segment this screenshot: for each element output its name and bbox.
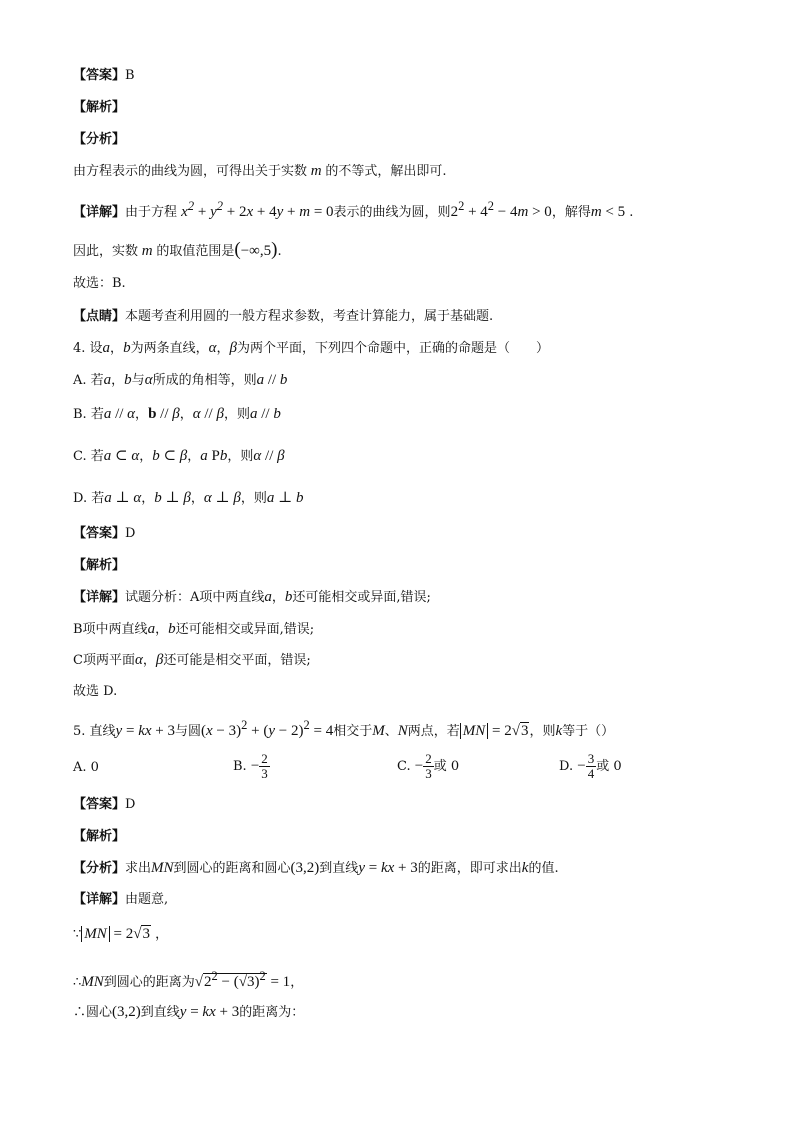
q3-answer-line [73,66,135,86]
q4-choose: 故选 D. [73,684,118,699]
q4-option-d: D. 若a ⊥ α，b ⊥ β，α ⊥ β，则a ⊥ b [73,490,304,506]
q5-therefore-1: ∴MN到圆心的距离为$√2^2 - (√3)^2 = 1$， [73,969,304,990]
q4-detail-2: B项中两直线a，b还可能相交或异面,错误; [73,621,315,637]
q3-jiexi-tag: 【解析】 [73,100,126,115]
q5-option-a: A. 0 [73,760,99,775]
q5-stem: 5. 直线y = kx + 3与圆$(x - 3)^2 + (y - 2)^2 = 4$相交于M、N两点，若 MN = 2√3，则k等于（） [73,718,615,739]
q5-option-d: D. − $\frac{3}{4}$ 或 0 [559,751,622,781]
answer-tag: 【答案】 [73,68,126,83]
q5-jiexi-tag: 【解析】 [73,829,126,844]
q5-because-line: ∵ MN = 2√3 ， [73,926,169,942]
q4-detail-1: 【详解】试题分析：A项中两直线a，b还可能相交或异面,错误; [73,589,431,605]
q4-answer-line: 【答案】D [73,526,136,541]
q5-therefore-2: ∴圆心(3,2)到直线y = kx + 3的距离为： [73,1004,305,1020]
q3-range-line: 因此，实数 m 的取值范围是(−∞,5). [73,239,282,260]
q3-choose: 故选：B. [73,276,126,291]
q5-option-b: B. − $\frac{2}{3}$ [233,751,268,781]
q5-answer-line: 【答案】D [73,797,136,812]
q4-option-b: B. 若a // α，b // β，α // β，则a // b [73,406,281,422]
q4-stem: 4. 设a，b为两条直线，α，β为两个平面，下列四个命题中，正确的命题是（ ） [73,340,549,356]
q5-option-c: C. − $\frac{2}{3}$ 或 0 [397,751,460,781]
answer-value: B [125,68,135,83]
q5-fenxi-line: 【分析】求出MN到圆心的距离和圆心(3,2)到直线y = kx + 3的距离，即可求出k的值. [73,860,559,876]
q3-detail-line: 【详解】由于方程 $x^2 + y^2 + 2x + 4y + m = 0$表示的曲线为圆，则$2^2 + 4^2 - 4m > 0$，解得m < 5 . [73,199,634,220]
q4-option-c: C. 若a ⊂ α，b ⊂ β，a Pb，则α // β [73,448,285,464]
q3-dianjing-line: 【点睛】本题考查利用圆的一般方程求参数，考查计算能力，属于基础题. [73,309,494,324]
q3-fenxi-text: 由方程表示的曲线为圆，可得出关于实数 m 的不等式，解出即可. [73,163,447,179]
q3-fenxi-tag: 【分析】 [73,132,126,147]
q4-detail-3: C项两平面α，β还可能是相交平面，错误; [73,652,311,668]
q4-option-a: A. 若a，b与α所成的角相等，则a // b [73,372,288,388]
q5-detail-line: 【详解】由题意, [73,892,169,907]
q4-jiexi-tag: 【解析】 [73,558,126,573]
